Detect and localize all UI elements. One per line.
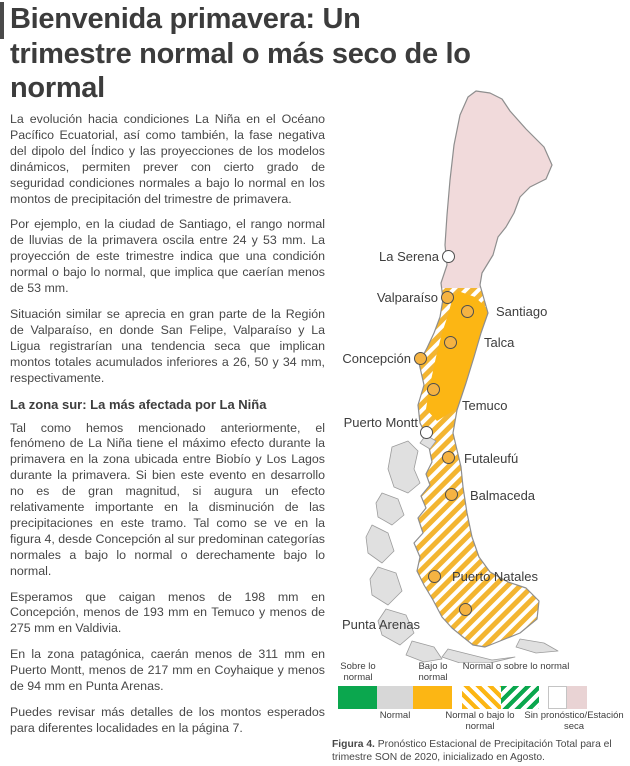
- paragraph: Situación similar se aprecia en gran parte de la Región de Valparaíso, en donde San Felipe, Valparaíso y La Ligua registrarían una tendencia seca que implican montos totales acumulados inferiores a 26, 50 y 34 mm, respectivamente.: [10, 306, 325, 385]
- paragraph: Tal como hemos mencionado anteriormente, el fenómeno de La Niña tiene el máximo efecto durante la primavera en la zona ubicada entre Biobío y Los Lagos durante la primavera. Si bien este evento en desarrollo no es de gran magnitud, si augura un efecto relativamente importante en la disminución de las precipitaciones en este tramo. Tal como se ve en la figura 4, desde Concepción al sur predominan categorías normales a bajo lo normal o derechamente bajo lo normal.: [10, 420, 325, 578]
- south-paragraphs: [10, 421, 325, 737]
- legend-label: Sobre lo normal: [340, 661, 376, 683]
- intro-paragraphs: [10, 112, 325, 387]
- article-body: [10, 112, 325, 747]
- city-marker-puerto-natales: [428, 570, 441, 583]
- city-label-temuco: Temuco: [462, 398, 508, 413]
- city-label-balmaceda: Balmaceda: [470, 488, 536, 503]
- figure-4-map: [330, 85, 630, 663]
- figure-caption-text: Pronóstico Estacional de Precipitación Total para el trimestre SON de 2020, inicializado en Agosto.: [332, 739, 612, 763]
- city-marker-concepcion: [414, 352, 427, 365]
- legend-label: Normal: [379, 710, 411, 721]
- legend-label: Sin pronóstico/Estación seca: [524, 710, 624, 732]
- legend-label: Normal o bajo lo normal: [445, 710, 515, 732]
- legend-swatch-normal: [377, 686, 413, 709]
- city-label-puerto-natales: Puerto Natales: [452, 569, 538, 584]
- city-marker-puerto-montt: [420, 426, 433, 439]
- legend-swatch-below-normal: [413, 686, 452, 709]
- paragraph: La evolución hacia condiciones La Niña en el Océano Pacífico Ecuatorial, así como también, la fase negativa del dipolo del Índico y las proyecciones de los modelos dinámicos, permiten prever con cierto grado de seguridad condiciones normales a bajo lo normal en los montos de precipitación del trimestre de primavera.: [10, 112, 325, 206]
- city-label-santiago: Santiago: [496, 304, 548, 319]
- legend-swatch-normal-or-above: [501, 686, 539, 709]
- map-legend: [330, 660, 630, 732]
- legend-label: Normal o sobre lo normal: [462, 661, 570, 672]
- city-marker-la-serena: [442, 250, 455, 263]
- city-label-valparaiso: Valparaíso: [376, 290, 438, 305]
- page-title-line: normal: [10, 72, 105, 104]
- page-title-line: Bienvenida primavera: Un: [10, 3, 361, 35]
- section-subheading: La zona sur: La más afectada por La Niña: [10, 396, 267, 412]
- figure-caption: [332, 739, 622, 764]
- city-marker-temuco: [427, 383, 440, 396]
- city-marker-valparaiso: [441, 291, 454, 304]
- legend-swatch-normal-or-below: [462, 686, 501, 709]
- legend-swatch-no-forecast: [548, 686, 567, 709]
- city-label-la-serena: La Serena: [379, 249, 439, 264]
- city-marker-punta-arenas: [459, 603, 472, 616]
- city-label-talca: Talca: [484, 335, 515, 350]
- paragraph: Puedes revisar más detalles de los montos esperados para diferentes localidades en la página 7.: [10, 705, 325, 735]
- legend-swatch-above-normal: [338, 686, 377, 709]
- legend-swatch-dry-station: [567, 686, 587, 709]
- legend-label: Bajo lo normal: [418, 661, 448, 683]
- city-marker-futaleufu: [442, 451, 455, 464]
- city-label-punta-arenas: Punta Arenas: [342, 617, 421, 632]
- city-marker-santiago: [461, 305, 474, 318]
- figure-caption-label: Figura 4.: [332, 739, 375, 750]
- city-label-concepcion: Concepción: [342, 351, 411, 366]
- city-marker-balmaceda: [445, 488, 458, 501]
- paragraph: Esperamos que caigan menos de 198 mm en Concepción, menos de 193 mm en Temuco y menos de 275 mm en Valdivia.: [10, 589, 325, 636]
- paragraph: Por ejemplo, en la ciudad de Santiago, el rango normal de lluvias de la primavera oscila entre 24 y 53 mm. La proyección de este trimestre indica que una condición normal o bajo lo normal, que implica que caerían menos de 53 mm.: [10, 217, 325, 296]
- region-normal-or-below-hatch: [330, 288, 630, 663]
- page-edge-artifact: [0, 2, 4, 39]
- paragraph: En la zona patagónica, caerán menos de 311 mm en Puerto Montt, menos de 217 mm en Coyhaique y menos de 94 mm en Punta Arenas.: [10, 647, 325, 694]
- page-title-line: trimestre normal o más seco de lo: [10, 37, 471, 70]
- city-label-futaleufu: Futaleufú: [464, 451, 519, 466]
- city-marker-talca: [444, 336, 457, 349]
- city-label-puerto-montt: Puerto Montt: [343, 415, 418, 430]
